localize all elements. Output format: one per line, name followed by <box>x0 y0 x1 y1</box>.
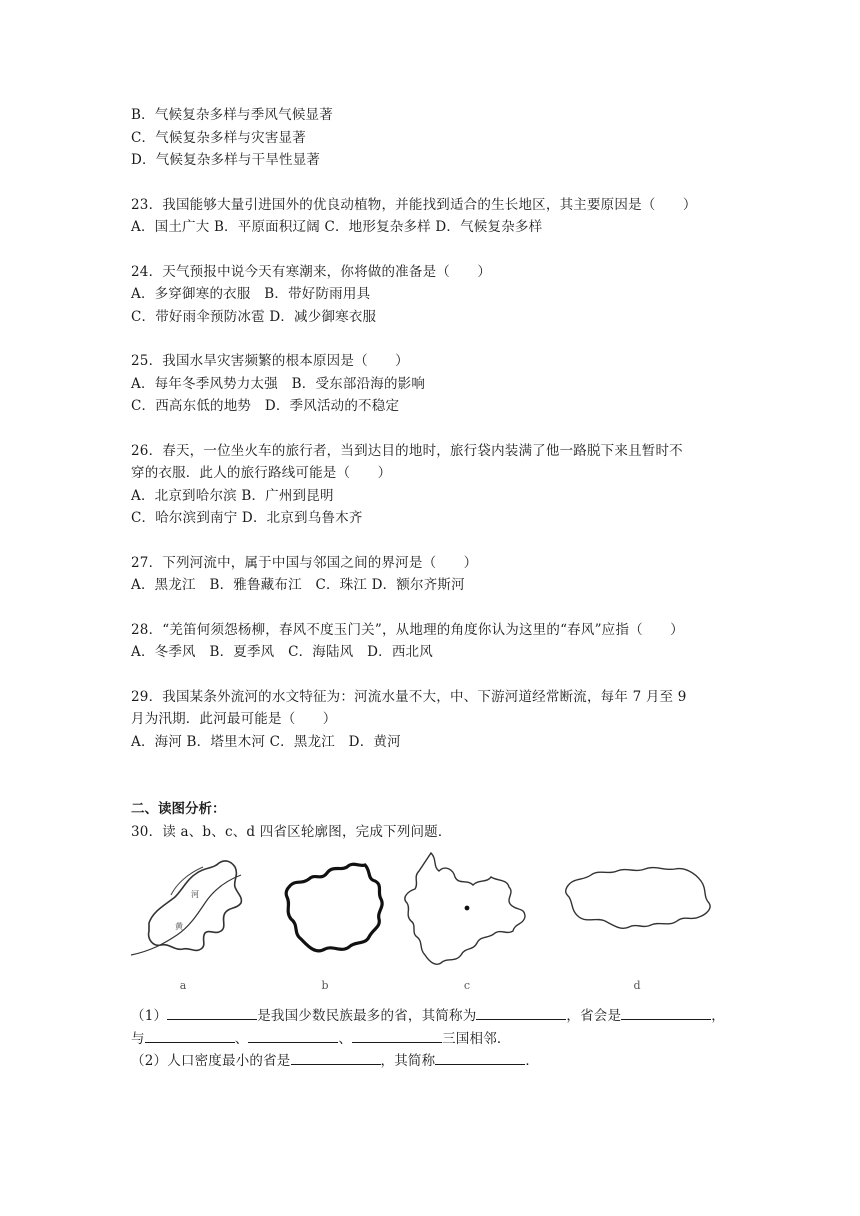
q24-options-2: C．带好雨伞预防冰雹 D．减少御寒衣服 <box>131 308 377 325</box>
q28-options: A．冬季风 B．夏季风 C．海陆风 D．西北风 <box>131 644 433 660</box>
q25-options-2: C．西高东低的地势 D．季风活动的不稳定 <box>131 398 400 414</box>
answer-blank-5[interactable] <box>248 1028 338 1043</box>
q24-options-1: A．多穿御寒的衣服 B．带好防雨用具 <box>131 286 371 302</box>
q30-part1b-sep2: 、 <box>338 1030 353 1047</box>
map-b-outline <box>279 851 389 976</box>
q26-stem-2: 穿的衣服．此人的旅行路线可能是（ ） <box>131 465 392 481</box>
answer-blank-4[interactable] <box>145 1028 235 1043</box>
map-a-river-char-2: 黄 <box>175 922 183 931</box>
q22-option-c: C．气候复杂多样与灾害显著 <box>131 129 306 146</box>
section-2-title: 二、读图分析： <box>131 801 226 817</box>
q30-part1-prefix: （1） <box>131 1008 168 1024</box>
q26-options-2: C．哈尔滨到南宁 D．北京到乌鲁木齐 <box>131 510 363 526</box>
map-c-outline <box>397 851 537 976</box>
q30-part1-line2 <box>131 1028 735 1051</box>
answer-blank-7[interactable] <box>291 1050 381 1065</box>
province-outline-figure <box>131 851 735 1001</box>
document-page <box>131 104 735 1073</box>
q29-stem-2: 月为汛期．此河最可能是（ ） <box>131 711 337 727</box>
answer-blank-3[interactable] <box>621 1005 711 1020</box>
q26-stem-1: 26．春天，一位坐火车的旅行者，当到达目的地时，旅行袋内装满了他一路脱下来且暂时不 <box>131 442 683 459</box>
q24-stem: 24．天气预报中说今天有寒潮来，你将做的准备是（ ） <box>131 263 492 280</box>
q30-part1-end: ， <box>711 1008 725 1024</box>
q22-option-d: D．气候复杂多样与干旱性显著 <box>131 152 321 168</box>
q29-options: A．海河 B．塔里木河 C．黑龙江 D．黄河 <box>131 733 401 750</box>
q30-part2-mid: ，其简称 <box>380 1053 436 1069</box>
q26-options-1: A．北京到哈尔滨 B．广州到昆明 <box>131 487 334 504</box>
q30-part2-line <box>131 1050 735 1073</box>
q27-stem: 27．下列河流中，属于中国与邻国之间的界河是（ ） <box>131 554 478 571</box>
q30-part1b-sep1: 、 <box>234 1030 249 1047</box>
answer-blank-6[interactable] <box>352 1028 442 1043</box>
q30-stem: 30．读 a、b、c、d 四省区轮廓图，完成下列问题． <box>131 823 452 840</box>
q30-part2-prefix: （2）人口密度最小的省是 <box>131 1053 291 1069</box>
q29-stem-1: 29．我国某条外流河的水文特征为：河流水量不大，中、下游河道经常断流，每年 7 月至 9 <box>131 688 687 705</box>
answer-blank-1[interactable] <box>167 1005 257 1020</box>
q30-part1-line1 <box>131 1005 735 1028</box>
q22-option-b: B．气候复杂多样与季风气候显著 <box>131 107 333 123</box>
q30-part2-end: ． <box>525 1053 540 1069</box>
q25-stem: 25．我国水旱灾害频繁的根本原因是（ ） <box>131 353 409 369</box>
map-d-outline <box>559 851 719 976</box>
q23-options: A．国土广大 B．平原面积辽阔 C．地形复杂多样 D．气候复杂多样 <box>131 219 543 235</box>
q23-stem: 23．我国能够大量引进国外的优良动植物，并能找到适合的生长地区，其主要原因是（ ） <box>131 196 697 213</box>
map-a-outline <box>131 851 251 976</box>
q30-part1-text2: ，省会是 <box>566 1008 622 1024</box>
answer-blank-2[interactable] <box>476 1005 566 1020</box>
answer-blank-8[interactable] <box>435 1050 525 1065</box>
figure-label-c: c <box>463 979 471 992</box>
q27-options: A．黑龙江 B．雅鲁藏布江 C．珠江 D．额尔齐斯河 <box>131 577 465 593</box>
q28-stem: 28．“羌笛何须怨杨柳，春风不度玉门关”，从地理的角度你认为这里的“春风”应指（ ） <box>131 621 684 638</box>
figure-label-d: d <box>633 979 641 992</box>
figure-label-a: a <box>179 979 187 992</box>
q30-part1-text1: 是我国少数民族最多的省，其简称为 <box>257 1008 477 1024</box>
q25-options-1: A．每年冬季风势力太强 B．受东部沿海的影响 <box>131 375 426 392</box>
map-a-river-char-1: 河 <box>191 890 199 899</box>
figure-label-b: b <box>321 979 329 992</box>
q30-part1b-end: 三国相邻． <box>442 1030 511 1047</box>
q30-part1b-prefix: 与 <box>131 1030 145 1047</box>
